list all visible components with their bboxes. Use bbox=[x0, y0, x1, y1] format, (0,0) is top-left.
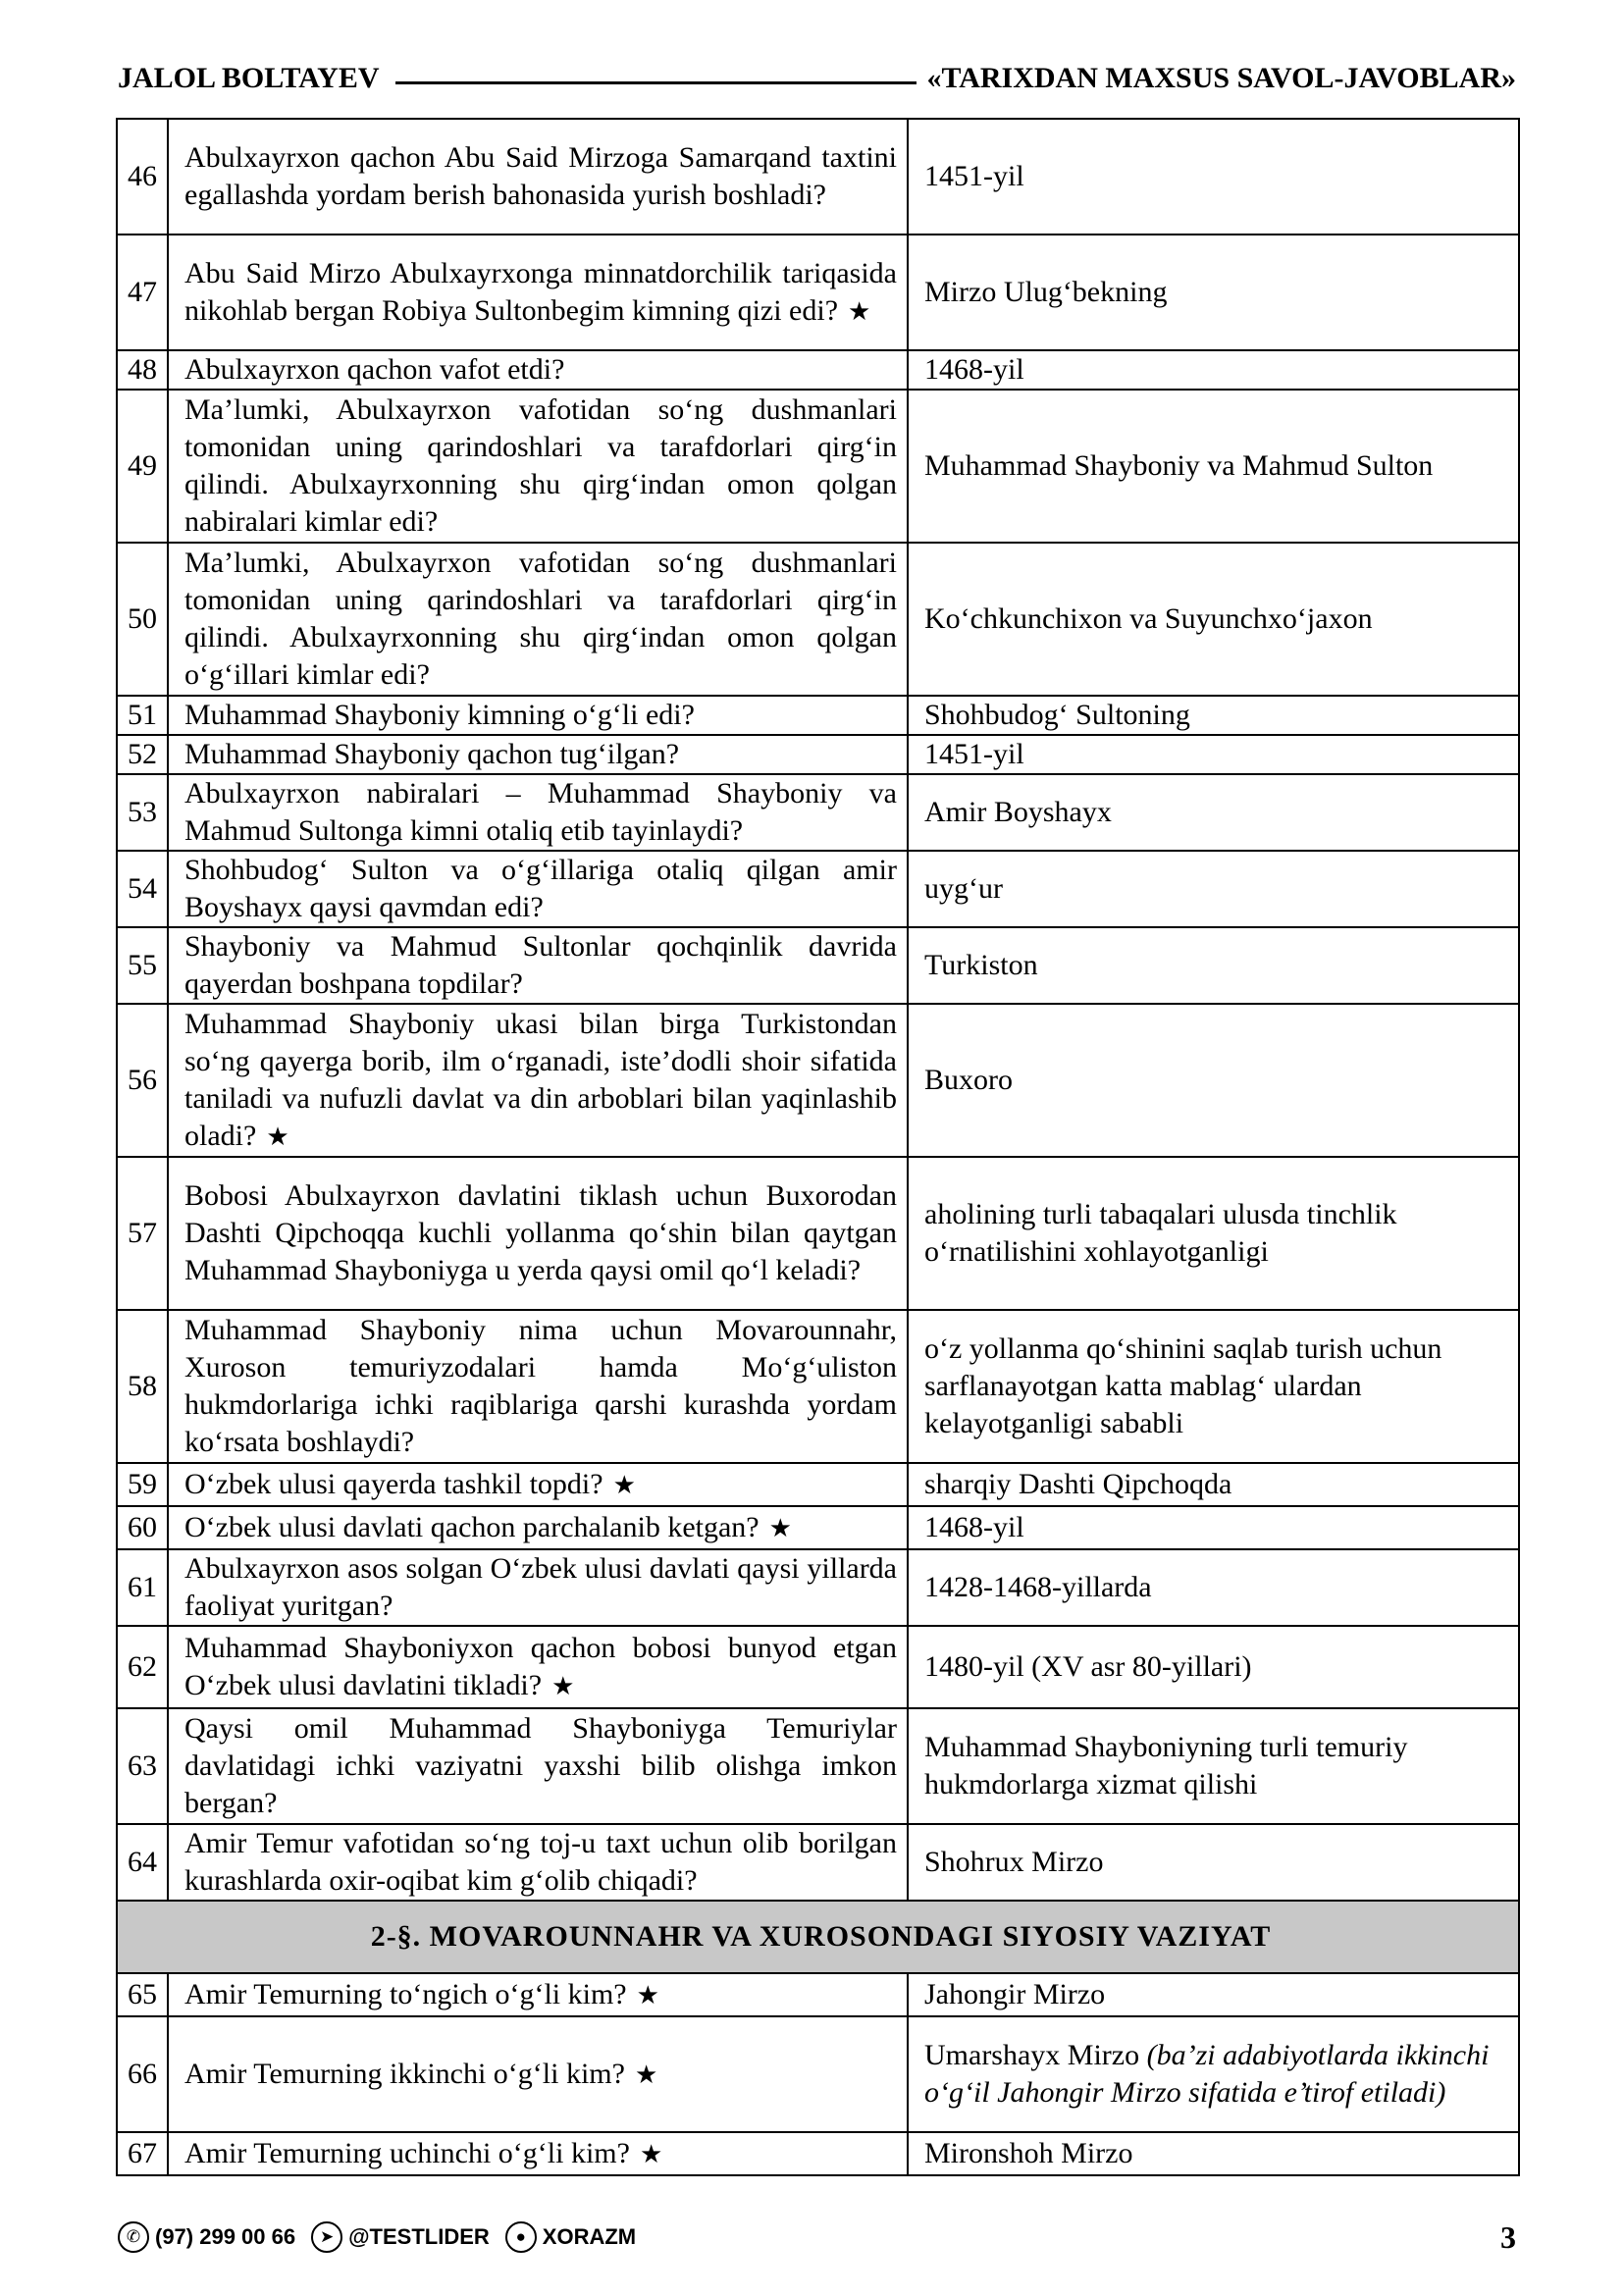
question-cell bbox=[168, 350, 908, 390]
book-title: «TARIXDAN MAXSUS SAVOL-JAVOBLAR» bbox=[926, 62, 1516, 94]
answer-cell bbox=[908, 1463, 1519, 1506]
section-title: 2-§. MOVAROUNNAHR VA XUROSONDAGI SIYOSIY VAZIYAT bbox=[117, 1901, 1519, 1973]
answer-cell bbox=[908, 1157, 1519, 1310]
question-text: Muhammad Shayboniy qachon tug‘ilgan? bbox=[184, 738, 680, 770]
question-text: Abulxayrxon nabiralari – Muhammad Shayboniy va Mahmud Sultonga kimni otaliq etib tayinlaydi? bbox=[184, 777, 897, 847]
table-row bbox=[117, 350, 1519, 390]
question-number: 52 bbox=[117, 735, 168, 774]
question-text: Muhammad Shayboniyxon qachon bobosi bunyod etgan O‘zbek ulusi davlatini tikladi? bbox=[184, 1631, 897, 1701]
table-row bbox=[117, 119, 1519, 235]
question-cell bbox=[168, 1463, 908, 1506]
question-number: 67 bbox=[117, 2132, 168, 2175]
answer-cell bbox=[908, 1549, 1519, 1626]
question-text: Qaysi omil Muhammad Shayboniyga Temuriylar davlatidagi ichki vaziyatni yaxshi bilib olishga imkon bergan? bbox=[184, 1712, 897, 1819]
answer-cell bbox=[908, 1824, 1519, 1901]
table-row bbox=[117, 390, 1519, 543]
question-number: 64 bbox=[117, 1824, 168, 1901]
table-row bbox=[117, 774, 1519, 851]
question-number: 57 bbox=[117, 1157, 168, 1310]
answer-text: aholining turli tabaqalari ulusda tinchlik o‘rnatilishini xohlayotganligi bbox=[924, 1198, 1397, 1268]
answer-cell bbox=[908, 1004, 1519, 1157]
question-number: 60 bbox=[117, 1506, 168, 1549]
question-cell bbox=[168, 774, 908, 851]
answer-cell bbox=[908, 696, 1519, 735]
answer-text: 1428-1468-yillarda bbox=[924, 1571, 1152, 1603]
answer-text: 1468-yil bbox=[924, 1511, 1024, 1543]
question-cell bbox=[168, 1157, 908, 1310]
question-cell bbox=[168, 543, 908, 696]
question-text: Muhammad Shayboniy nima uchun Movarounnahr, Xuroson temuriyzodalari hamda Mo‘g‘uliston hukmdorlariga ichki raqiblariga qarshi kurashda yordam ko‘rsata boshlaydi? bbox=[184, 1314, 897, 1458]
answer-text: Ko‘chkunchixon va Suyunchxo‘jaxon bbox=[924, 602, 1373, 635]
answer-cell bbox=[908, 543, 1519, 696]
answer-cell bbox=[908, 235, 1519, 350]
answer-text: Shohrux Mirzo bbox=[924, 1846, 1104, 1878]
telegram-icon: ➤ bbox=[311, 2221, 342, 2253]
answer-text: o‘z yollanma qo‘shinini saqlab turish uchun sarflanayotgan katta mablag‘ ulardan kelayotganligi sababli bbox=[924, 1332, 1442, 1439]
question-text: Muhammad Shayboniy ukasi bilan birga Turkistondan so‘ng qayerga borib, ilm o‘rganadi, iste’dodli shoir sifatida taniladi va nufuzli davlat va din arboblari bilan yaqinlashib oladi? bbox=[184, 1007, 897, 1152]
question-cell bbox=[168, 927, 908, 1004]
answer-cell bbox=[908, 851, 1519, 927]
star-icon: ★ bbox=[639, 2139, 663, 2169]
answer-text: uyg‘ur bbox=[924, 872, 1003, 905]
question-number: 62 bbox=[117, 1626, 168, 1708]
star-icon: ★ bbox=[634, 2060, 658, 2090]
question-cell bbox=[168, 1626, 908, 1708]
location-name: XORAZM bbox=[542, 2224, 637, 2249]
question-text: Abulxayrxon qachon vafot etdi? bbox=[184, 353, 565, 386]
question-number: 54 bbox=[117, 851, 168, 927]
table-row bbox=[117, 851, 1519, 927]
footer-location bbox=[505, 2221, 636, 2253]
answer-text: Mironshoh Mirzo bbox=[924, 2137, 1133, 2169]
page-header bbox=[118, 61, 1516, 96]
qa-table bbox=[116, 118, 1520, 2176]
answer-cell bbox=[908, 350, 1519, 390]
answer-text: sharqiy Dashti Qipchoqda bbox=[924, 1468, 1232, 1500]
question-text: Shayboniy va Mahmud Sultonlar qochqinlik davrida qayerdan boshpana topdilar? bbox=[184, 930, 897, 1000]
table-row bbox=[117, 696, 1519, 735]
answer-cell bbox=[908, 2016, 1519, 2132]
question-number: 65 bbox=[117, 1973, 168, 2016]
question-cell bbox=[168, 735, 908, 774]
star-icon: ★ bbox=[551, 1671, 575, 1701]
question-text: Shohbudog‘ Sulton va o‘g‘illariga otaliq qilgan amir Boyshayx qaysi qavmdan edi? bbox=[184, 854, 897, 923]
answer-cell bbox=[908, 1708, 1519, 1824]
question-text: Amir Temurning ikkinchi o‘g‘li kim? bbox=[184, 2057, 625, 2090]
page-number: 3 bbox=[1500, 2218, 1516, 2255]
star-icon: ★ bbox=[636, 1980, 659, 2010]
footer-telegram bbox=[311, 2221, 490, 2253]
answer-cell bbox=[908, 774, 1519, 851]
table-row bbox=[117, 2016, 1519, 2132]
table-row bbox=[117, 735, 1519, 774]
question-number: 47 bbox=[117, 235, 168, 350]
star-icon: ★ bbox=[266, 1122, 289, 1152]
question-cell bbox=[168, 1549, 908, 1626]
question-number: 61 bbox=[117, 1549, 168, 1626]
answer-cell bbox=[908, 1973, 1519, 2016]
question-cell bbox=[168, 2016, 908, 2132]
answer-cell bbox=[908, 927, 1519, 1004]
table-row bbox=[117, 1708, 1519, 1824]
answer-cell bbox=[908, 390, 1519, 543]
section-header-row bbox=[117, 1901, 1519, 1973]
table-row bbox=[117, 927, 1519, 1004]
header-rule bbox=[395, 81, 917, 84]
answer-text: Umarshayx Mirzo bbox=[924, 2039, 1140, 2071]
phone-icon: ✆ bbox=[118, 2221, 149, 2253]
star-icon: ★ bbox=[612, 1470, 636, 1500]
question-text: O‘zbek ulusi qayerda tashkil topdi? bbox=[184, 1467, 603, 1500]
location-pin-icon: ● bbox=[505, 2221, 537, 2253]
answer-text: Buxoro bbox=[924, 1064, 1013, 1096]
question-cell bbox=[168, 1973, 908, 2016]
star-icon: ★ bbox=[848, 296, 871, 327]
question-text: Abu Said Mirzo Abulxayrxonga minnatdorchilik tariqasida nikohlab bergan Robiya Sultonbegim kimning qizi edi? bbox=[184, 256, 897, 327]
question-number: 58 bbox=[117, 1310, 168, 1463]
table-row bbox=[117, 1506, 1519, 1549]
question-cell bbox=[168, 1708, 908, 1824]
question-cell bbox=[168, 1506, 908, 1549]
question-number: 59 bbox=[117, 1463, 168, 1506]
answer-text: 1468-yil bbox=[924, 353, 1024, 386]
table-row bbox=[117, 1157, 1519, 1310]
question-number: 53 bbox=[117, 774, 168, 851]
question-number: 56 bbox=[117, 1004, 168, 1157]
question-cell bbox=[168, 851, 908, 927]
answer-text: Turkiston bbox=[924, 949, 1038, 981]
question-text: Bobosi Abulxayrxon davlatini tiklash uchun Buxorodan Dashti Qipchoqqa kuchli yollanma qo‘shin bilan qaytgan Muhammad Shayboniyga u yerda qaysi omil qo‘l keladi? bbox=[184, 1179, 897, 1286]
answer-text: 1451-yil bbox=[924, 738, 1024, 770]
question-cell bbox=[168, 1310, 908, 1463]
answer-text: Mirzo Ulug‘bekning bbox=[924, 276, 1168, 308]
star-icon: ★ bbox=[768, 1513, 792, 1543]
question-number: 48 bbox=[117, 350, 168, 390]
answer-cell bbox=[908, 119, 1519, 235]
question-number: 55 bbox=[117, 927, 168, 1004]
answer-text: Shohbudog‘ Sultoning bbox=[924, 699, 1190, 731]
answer-text: 1451-yil bbox=[924, 160, 1024, 192]
answer-cell bbox=[908, 1626, 1519, 1708]
table-row bbox=[117, 2132, 1519, 2175]
question-text: O‘zbek ulusi davlati qachon parchalanib ketgan? bbox=[184, 1510, 760, 1543]
question-cell bbox=[168, 390, 908, 543]
table-row bbox=[117, 1626, 1519, 1708]
table-row bbox=[117, 235, 1519, 350]
table-row bbox=[117, 543, 1519, 696]
question-text: Amir Temur vafotidan so‘ng toj-u taxt uchun olib borilgan kurashlarda oxir-oqibat kim g‘olib chiqadi? bbox=[184, 1827, 897, 1897]
question-number: 63 bbox=[117, 1708, 168, 1824]
question-text: Amir Temurning to‘ngich o‘g‘li kim? bbox=[184, 1977, 627, 2010]
question-cell bbox=[168, 1824, 908, 1901]
question-number: 66 bbox=[117, 2016, 168, 2132]
table-row bbox=[117, 1973, 1519, 2016]
question-number: 46 bbox=[117, 119, 168, 235]
answer-cell bbox=[908, 2132, 1519, 2175]
question-cell bbox=[168, 2132, 908, 2175]
question-number: 50 bbox=[117, 543, 168, 696]
question-number: 51 bbox=[117, 696, 168, 735]
question-text: Amir Temurning uchinchi o‘g‘li kim? bbox=[184, 2136, 630, 2169]
question-text: Abulxayrxon asos solgan O‘zbek ulusi davlati qaysi yillarda faoliyat yuritgan? bbox=[184, 1552, 897, 1622]
question-text: Abulxayrxon qachon Abu Said Mirzoga Samarqand taxtini egallashda yordam berish bahonasida yurish boshladi? bbox=[184, 141, 897, 211]
table-row bbox=[117, 1463, 1519, 1506]
page-footer bbox=[118, 2216, 1516, 2259]
author-name: JALOL BOLTAYEV bbox=[118, 62, 380, 94]
answer-text: Amir Boyshayx bbox=[924, 796, 1112, 828]
answer-cell bbox=[908, 1310, 1519, 1463]
answer-text: 1480-yil (XV asr 80-yillari) bbox=[924, 1650, 1252, 1683]
question-cell bbox=[168, 119, 908, 235]
question-text: Ma’lumki, Abulxayrxon vafotidan so‘ng dushmanlari tomonidan uning qarindoshlari va tarafdorlari qirg‘in qilindi. Abulxayrxonning shu qirg‘indan omon qolgan nabiralari kimlar edi? bbox=[184, 393, 897, 538]
phone-number: (97) 299 00 66 bbox=[155, 2224, 296, 2249]
question-text: Ma’lumki, Abulxayrxon vafotidan so‘ng dushmanlari tomonidan uning qarindoshlari va tarafdorlari qirg‘in qilindi. Abulxayrxonning shu qirg‘indan omon qolgan o‘g‘illari kimlar edi? bbox=[184, 547, 897, 691]
answer-cell bbox=[908, 735, 1519, 774]
table-row bbox=[117, 1310, 1519, 1463]
question-number: 49 bbox=[117, 390, 168, 543]
question-cell bbox=[168, 696, 908, 735]
footer-phone bbox=[118, 2221, 295, 2253]
answer-text: Muhammad Shayboniyning turli temuriy hukmdorlarga xizmat qilishi bbox=[924, 1731, 1408, 1800]
table-row bbox=[117, 1824, 1519, 1901]
question-cell bbox=[168, 1004, 908, 1157]
question-text: Muhammad Shayboniy kimning o‘g‘li edi? bbox=[184, 699, 695, 731]
telegram-handle: @TESTLIDER bbox=[348, 2224, 490, 2249]
answer-cell bbox=[908, 1506, 1519, 1549]
question-cell bbox=[168, 235, 908, 350]
table-row bbox=[117, 1549, 1519, 1626]
answer-text: Muhammad Shayboniy va Mahmud Sulton bbox=[924, 449, 1434, 482]
answer-note: (ba’zi adabiyotlarda ikkinchi o‘g‘il Jahongir Mirzo sifatida e’tirof etiladi) bbox=[924, 2039, 1490, 2109]
answer-text: Jahongir Mirzo bbox=[924, 1978, 1106, 2010]
table-row bbox=[117, 1004, 1519, 1157]
